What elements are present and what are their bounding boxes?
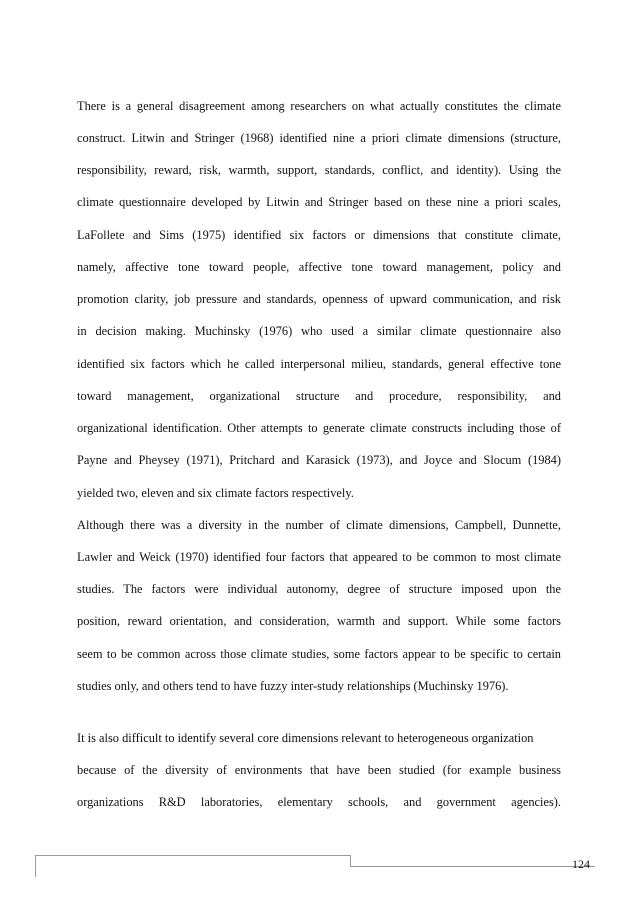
text-line: construct. Litwin and Stringer (1968) identified nine a priori climate dimensions (structure, <box>77 131 561 145</box>
footer-border-left <box>35 855 36 877</box>
text-line: Lawler and Weick (1970) identified four factors that appeared to be common to most climate <box>77 550 561 564</box>
text-line: position, reward orientation, and consideration, warmth and support. While some factors <box>77 614 561 628</box>
text-line: Payne and Pheysey (1971), Pritchard and Karasick (1973), and Joyce and Slocum (1984) <box>77 453 561 467</box>
text-line: organizations R&D laboratories, elementary schools, and government agencies). <box>77 795 561 809</box>
text-line: in decision making. Muchinsky (1976) who used a similar climate questionnaire also <box>77 324 561 338</box>
text-line: toward management, organizational structure and procedure, responsibility, and <box>77 389 561 403</box>
text-line: organizational identification. Other attempts to generate climate constructs including those of <box>77 421 561 435</box>
text-line: studies. The factors were individual autonomy, degree of structure imposed upon the <box>77 582 561 596</box>
text-line: responsibility, reward, risk, warmth, support, standards, conflict, and identity). Using the <box>77 163 561 177</box>
footer-border-top <box>35 855 351 856</box>
text-line: climate questionnaire developed by Litwin and Stringer based on these nine a priori scales, <box>77 195 561 209</box>
text-line: There is a general disagreement among researchers on what actually constitutes the climate <box>77 99 561 113</box>
text-line: seem to be common across those climate studies, some factors appear to be specific to certain <box>77 647 561 661</box>
text-line: namely, affective tone toward people, affective tone toward management, policy and <box>77 260 561 274</box>
page-number: 124 <box>572 857 590 871</box>
text-line: identified six factors which he called interpersonal milieu, standards, general effective tone <box>77 357 561 371</box>
text-line: yielded two, eleven and six climate factors respectively. <box>77 486 354 500</box>
text-line: promotion clarity, job pressure and standards, openness of upward communication, and risk <box>77 292 561 306</box>
text-line: It is also difficult to identify several core dimensions relevant to heterogeneous organization <box>77 731 534 745</box>
text-line: Although there was a diversity in the number of climate dimensions, Campbell, Dunnette, <box>77 518 561 532</box>
text-line: studies only, and others tend to have fuzzy inter-study relationships (Muchinsky 1976). <box>77 679 509 693</box>
footer-border-right <box>350 866 595 867</box>
text-line: LaFollete and Sims (1975) identified six factors or dimensions that constitute climate, <box>77 228 561 242</box>
text-line: because of the diversity of environments that have been studied (for example business <box>77 763 561 777</box>
